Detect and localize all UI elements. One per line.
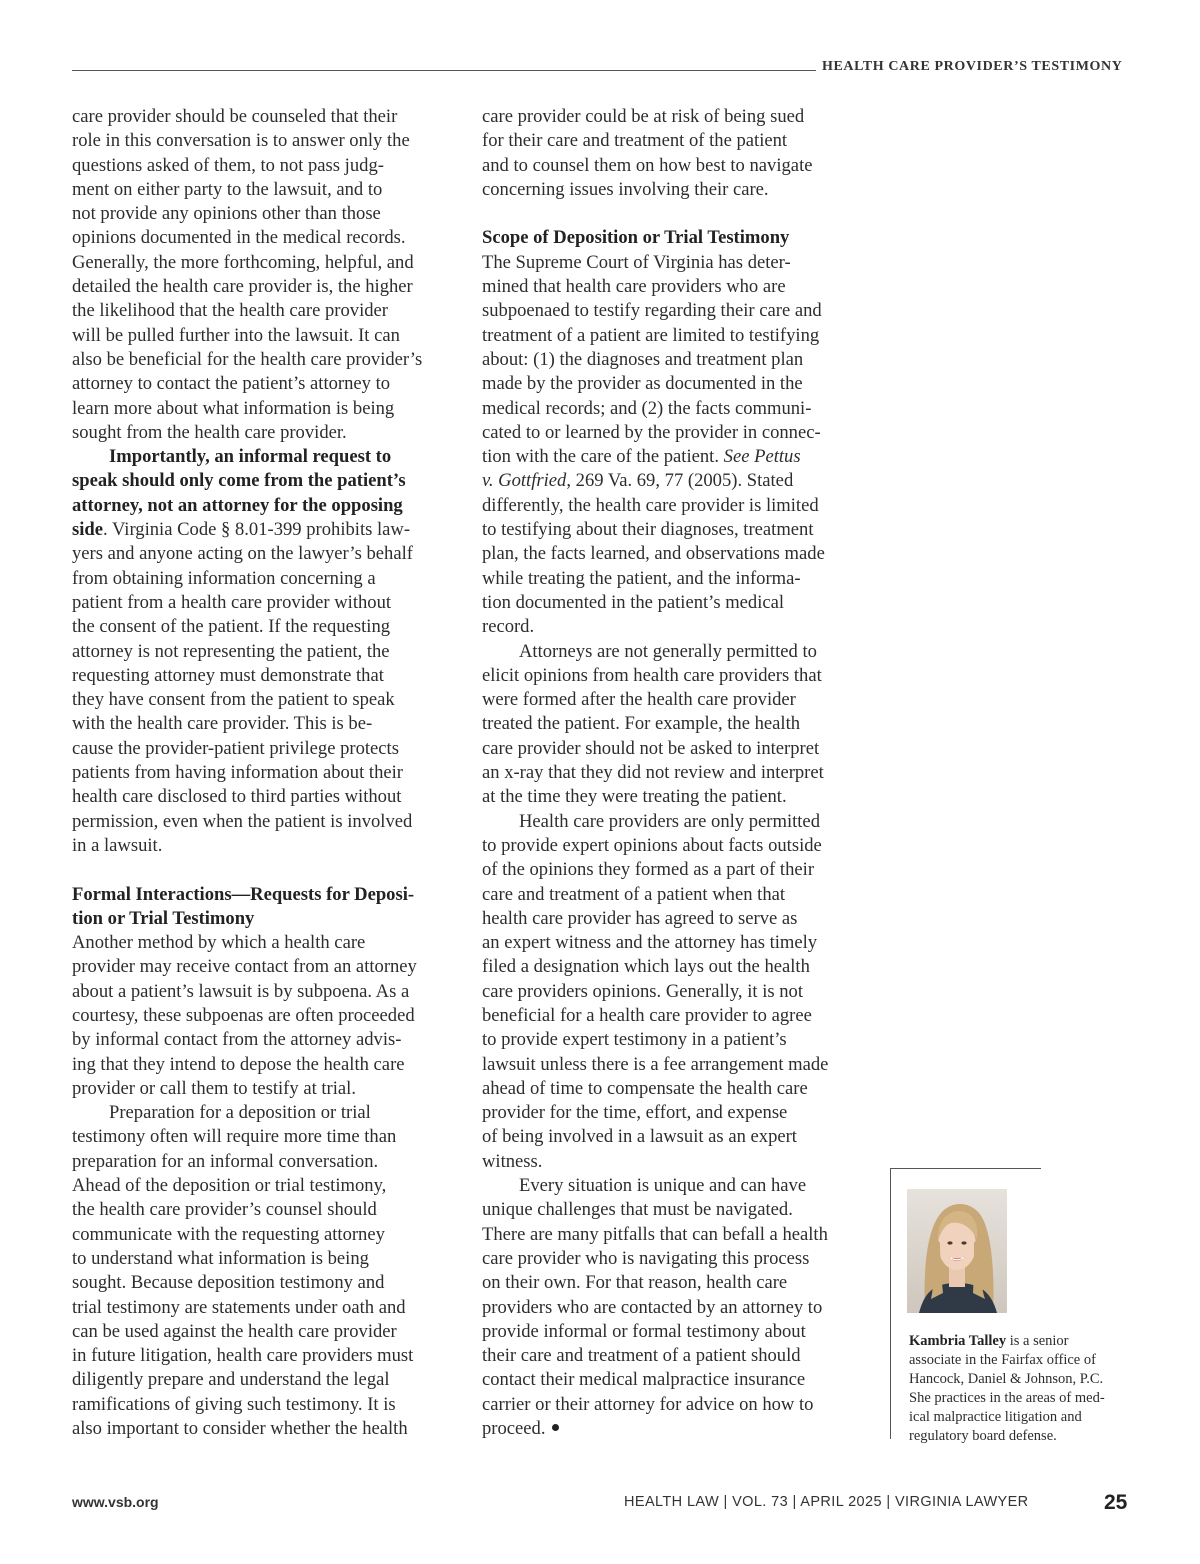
text-line: There are many pitfalls that can befall a health [482,1223,828,1245]
text-line: witness. [482,1150,543,1172]
case-citation: See Pettus [723,446,801,468]
text-line: care provider should not be asked to interpret [482,737,820,759]
author-photo [907,1189,1007,1313]
text-line: requesting attorney must demonstrate that [72,664,384,686]
case-citation: v. Gottfried [482,470,567,492]
text-line: not provide any opinions other than those [72,203,381,225]
text-line: to understand what information is being [72,1247,369,1269]
text-line: questions asked of them, to not pass judg- [72,154,384,176]
text-line: their care and treatment of a patient should [482,1345,801,1367]
text-line: trial testimony are statements under oath and [72,1296,406,1318]
text-line: ment on either party to the lawsuit, and to [72,178,383,200]
text-line: sought from the health care provider. [72,421,347,443]
section-heading-formal [72,883,450,932]
bold-text: Importantly, an informal request to [109,446,392,468]
footer-website-link[interactable]: www.vsb.org [72,1494,159,1510]
text-line: tion documented in the patient’s medical [482,591,785,613]
text-line: from obtaining information concerning a [72,567,376,589]
bio-line: She practices in the areas of med- [909,1390,1105,1407]
text-line: concerning issues involving their care. [482,178,769,200]
left-para-2 [72,445,450,858]
text-line: patients from having information about their [72,762,403,784]
text-run: . Virginia Code § 8.01-399 prohibits law- [103,519,411,541]
text-line: about: (1) the diagnoses and treatment plan [482,348,804,370]
text-line: attorney to contact the patient’s attorney to [72,373,391,395]
text-line: learn more about what information is being [72,397,395,419]
text-line: Every situation is unique and can have [519,1175,807,1197]
author-portrait-icon [907,1189,1007,1313]
text-line: at the time they were treating the patient. [482,786,787,808]
mid-para-4 [482,810,860,1174]
bio-line: ical malpractice litigation and [909,1409,1082,1426]
text-line: subpoenaed to testify regarding their care and [482,300,822,322]
footer-publication-info: HEALTH LAW | VOL. 73 | APRIL 2025 | VIRGINIA LAWYER [624,1494,1029,1510]
text-line: unique challenges that must be navigated. [482,1199,793,1221]
text-line: Preparation for a deposition or trial [109,1102,371,1124]
bio-line: associate in the Fairfax office of [909,1352,1096,1369]
text-line: will be pulled further into the lawsuit. It can [72,324,400,346]
text-line: of being involved in a lawsuit as an expert [482,1126,797,1148]
text-line: in a lawsuit. [72,834,163,856]
running-header: HEALTH CARE PROVIDER’S TESTIMONY [822,59,1123,74]
text-line: and to counsel them on how best to navigate [482,154,813,176]
text-line: to testifying about their diagnoses, treatment [482,519,814,541]
text-line: The Supreme Court of Virginia has deter- [482,251,791,273]
left-para-1 [72,105,450,445]
text-run: tion with the care of the patient. [482,446,724,468]
text-line: patient from a health care provider without [72,591,392,613]
text-line: care provider could be at risk of being sued [482,106,805,127]
text-line: testimony often will require more time than [72,1126,397,1148]
text-line: made by the provider as documented in the [482,373,803,395]
text-line: about a patient’s lawsuit is by subpoena. As a [72,980,410,1002]
text-line: also important to consider whether the health [72,1418,408,1440]
text-line: can be used against the health care provider [72,1320,397,1342]
text-line: for their care and treatment of the patient [482,130,788,152]
text-line: role in this conversation is to answer only the [72,130,410,152]
mid-para-2 [482,251,860,640]
text-line: medical records; and (2) the facts communi- [482,397,812,419]
left-column [72,105,450,1441]
text-line: detailed the health care provider is, the higher [72,276,413,298]
bio-line: regulatory board defense. [909,1428,1057,1445]
text-line: ramifications of giving such testimony. It is [72,1393,396,1415]
text-line: elicit opinions from health care providers that [482,664,822,686]
text-line: permission, even when the patient is involved [72,810,413,832]
text-line: carrier or their attorney for advice on how to [482,1393,814,1415]
text-line: mined that health care providers who are [482,276,786,298]
text-line: courtesy, these subpoenas are often proceeded [72,1004,415,1026]
text-line: plan, the facts learned, and observations made [482,543,825,565]
text-line: diligently prepare and understand the legal [72,1369,390,1391]
text-line: provider or call them to testify at trial. [72,1077,356,1099]
text-line: the likelihood that the health care provider [72,300,388,322]
text-line: cated to or learned by the provider in connec- [482,421,821,443]
text-line: communicate with the requesting attorney [72,1223,385,1245]
text-line: ahead of time to compensate the health care [482,1077,808,1099]
text-line: ing that they intend to depose the health care [72,1053,405,1075]
mid-para-5 [482,1174,860,1441]
text-line: by informal contact from the attorney advis- [72,1029,402,1051]
mid-para-3 [482,640,860,810]
text-line: an x-ray that they did not review and interpret [482,762,824,784]
bold-text: attorney, not an attorney for the opposing [72,494,403,516]
text-line: yers and anyone acting on the lawyer’s behalf [72,543,413,565]
text-line: Health care providers are only permitted [519,810,820,832]
text-line: care and treatment of a patient when that [482,883,786,905]
bio-line: Hancock, Daniel & Johnson, P.C. [909,1371,1104,1388]
text-line: lawsuit unless there is a fee arrangement made [482,1053,829,1075]
left-para-4 [72,1101,450,1441]
bold-text: speak should only come from the patient’s [72,470,406,492]
text-line: Ahead of the deposition or trial testimony, [72,1175,387,1197]
text-line: care provider who is navigating this process [482,1247,810,1269]
text-line: the health care provider’s counsel should [72,1199,377,1221]
text-line: filed a designation which lays out the health [482,956,810,978]
heading-text: tion or Trial Testimony [72,907,255,929]
text-run: , 269 Va. 69, 77 (2005). Stated [566,470,794,492]
text-line: in future litigation, health care providers must [72,1345,414,1367]
text-line: care providers opinions. Generally, it is not [482,980,804,1002]
author-bio [909,1332,1129,1447]
text-line: differently, the health care provider is limited [482,494,819,516]
text-run: proceed. [482,1418,546,1440]
text-line: while treating the patient, and the informa- [482,567,801,589]
text-line: provide informal or formal testimony about [482,1320,806,1342]
page-number: 25 [1104,1491,1128,1514]
author-name: Kambria Talley [909,1333,1007,1349]
text-line: on their own. For that reason, health care [482,1272,788,1294]
text-run: is a senior [1006,1333,1069,1349]
text-line: health care disclosed to third parties without [72,786,402,808]
text-line: opinions documented in the medical records. [72,227,406,249]
section-heading-scope: Scope of Deposition or Trial Testimony [482,227,790,249]
header-rule [72,70,816,71]
text-line: attorney is not representing the patient, the [72,640,390,662]
text-line: the consent of the patient. If the requesting [72,616,391,638]
text-line: sought. Because deposition testimony and [72,1272,385,1294]
text-line: cause the provider-patient privilege protects [72,737,399,759]
text-line: provider may receive contact from an attorney [72,956,417,978]
text-line: were formed after the health care provider [482,689,796,711]
text-line: to provide expert testimony in a patient’s [482,1029,787,1051]
middle-column [482,105,860,1441]
text-line: treatment of a patient are limited to testifying [482,324,820,346]
text-line: record. [482,616,535,638]
left-para-3 [72,931,450,1101]
text-line: treated the patient. For example, the health [482,713,801,735]
text-line: an expert witness and the attorney has timely [482,932,818,954]
text-line: Attorneys are not generally permitted to [519,640,817,662]
text-line: care provider should be counseled that their [72,106,398,127]
text-line: provider for the time, effort, and expense [482,1102,788,1124]
text-line: of the opinions they formed as a part of their [482,859,815,881]
text-line: contact their medical malpractice insurance [482,1369,806,1391]
text-line: beneficial for a health care provider to agree [482,1004,812,1026]
text-line: preparation for an informal conversation. [72,1150,379,1172]
mid-para-1 [482,105,860,202]
text-line: also be beneficial for the health care provider’s [72,348,423,370]
text-line: health care provider has agreed to serve as [482,907,798,929]
text-line: they have consent from the patient to speak [72,689,395,711]
heading-text: Formal Interactions—Requests for Deposi- [72,883,415,905]
text-line: with the health care provider. This is be- [72,713,373,735]
text-line: providers who are contacted by an attorney to [482,1296,823,1318]
end-mark-bullet-icon [552,1424,559,1431]
bold-text: side [72,519,103,541]
text-line: Generally, the more forthcoming, helpful, and [72,251,414,273]
text-line: Another method by which a health care [72,932,366,954]
text-line: to provide expert opinions about facts outside [482,834,822,856]
